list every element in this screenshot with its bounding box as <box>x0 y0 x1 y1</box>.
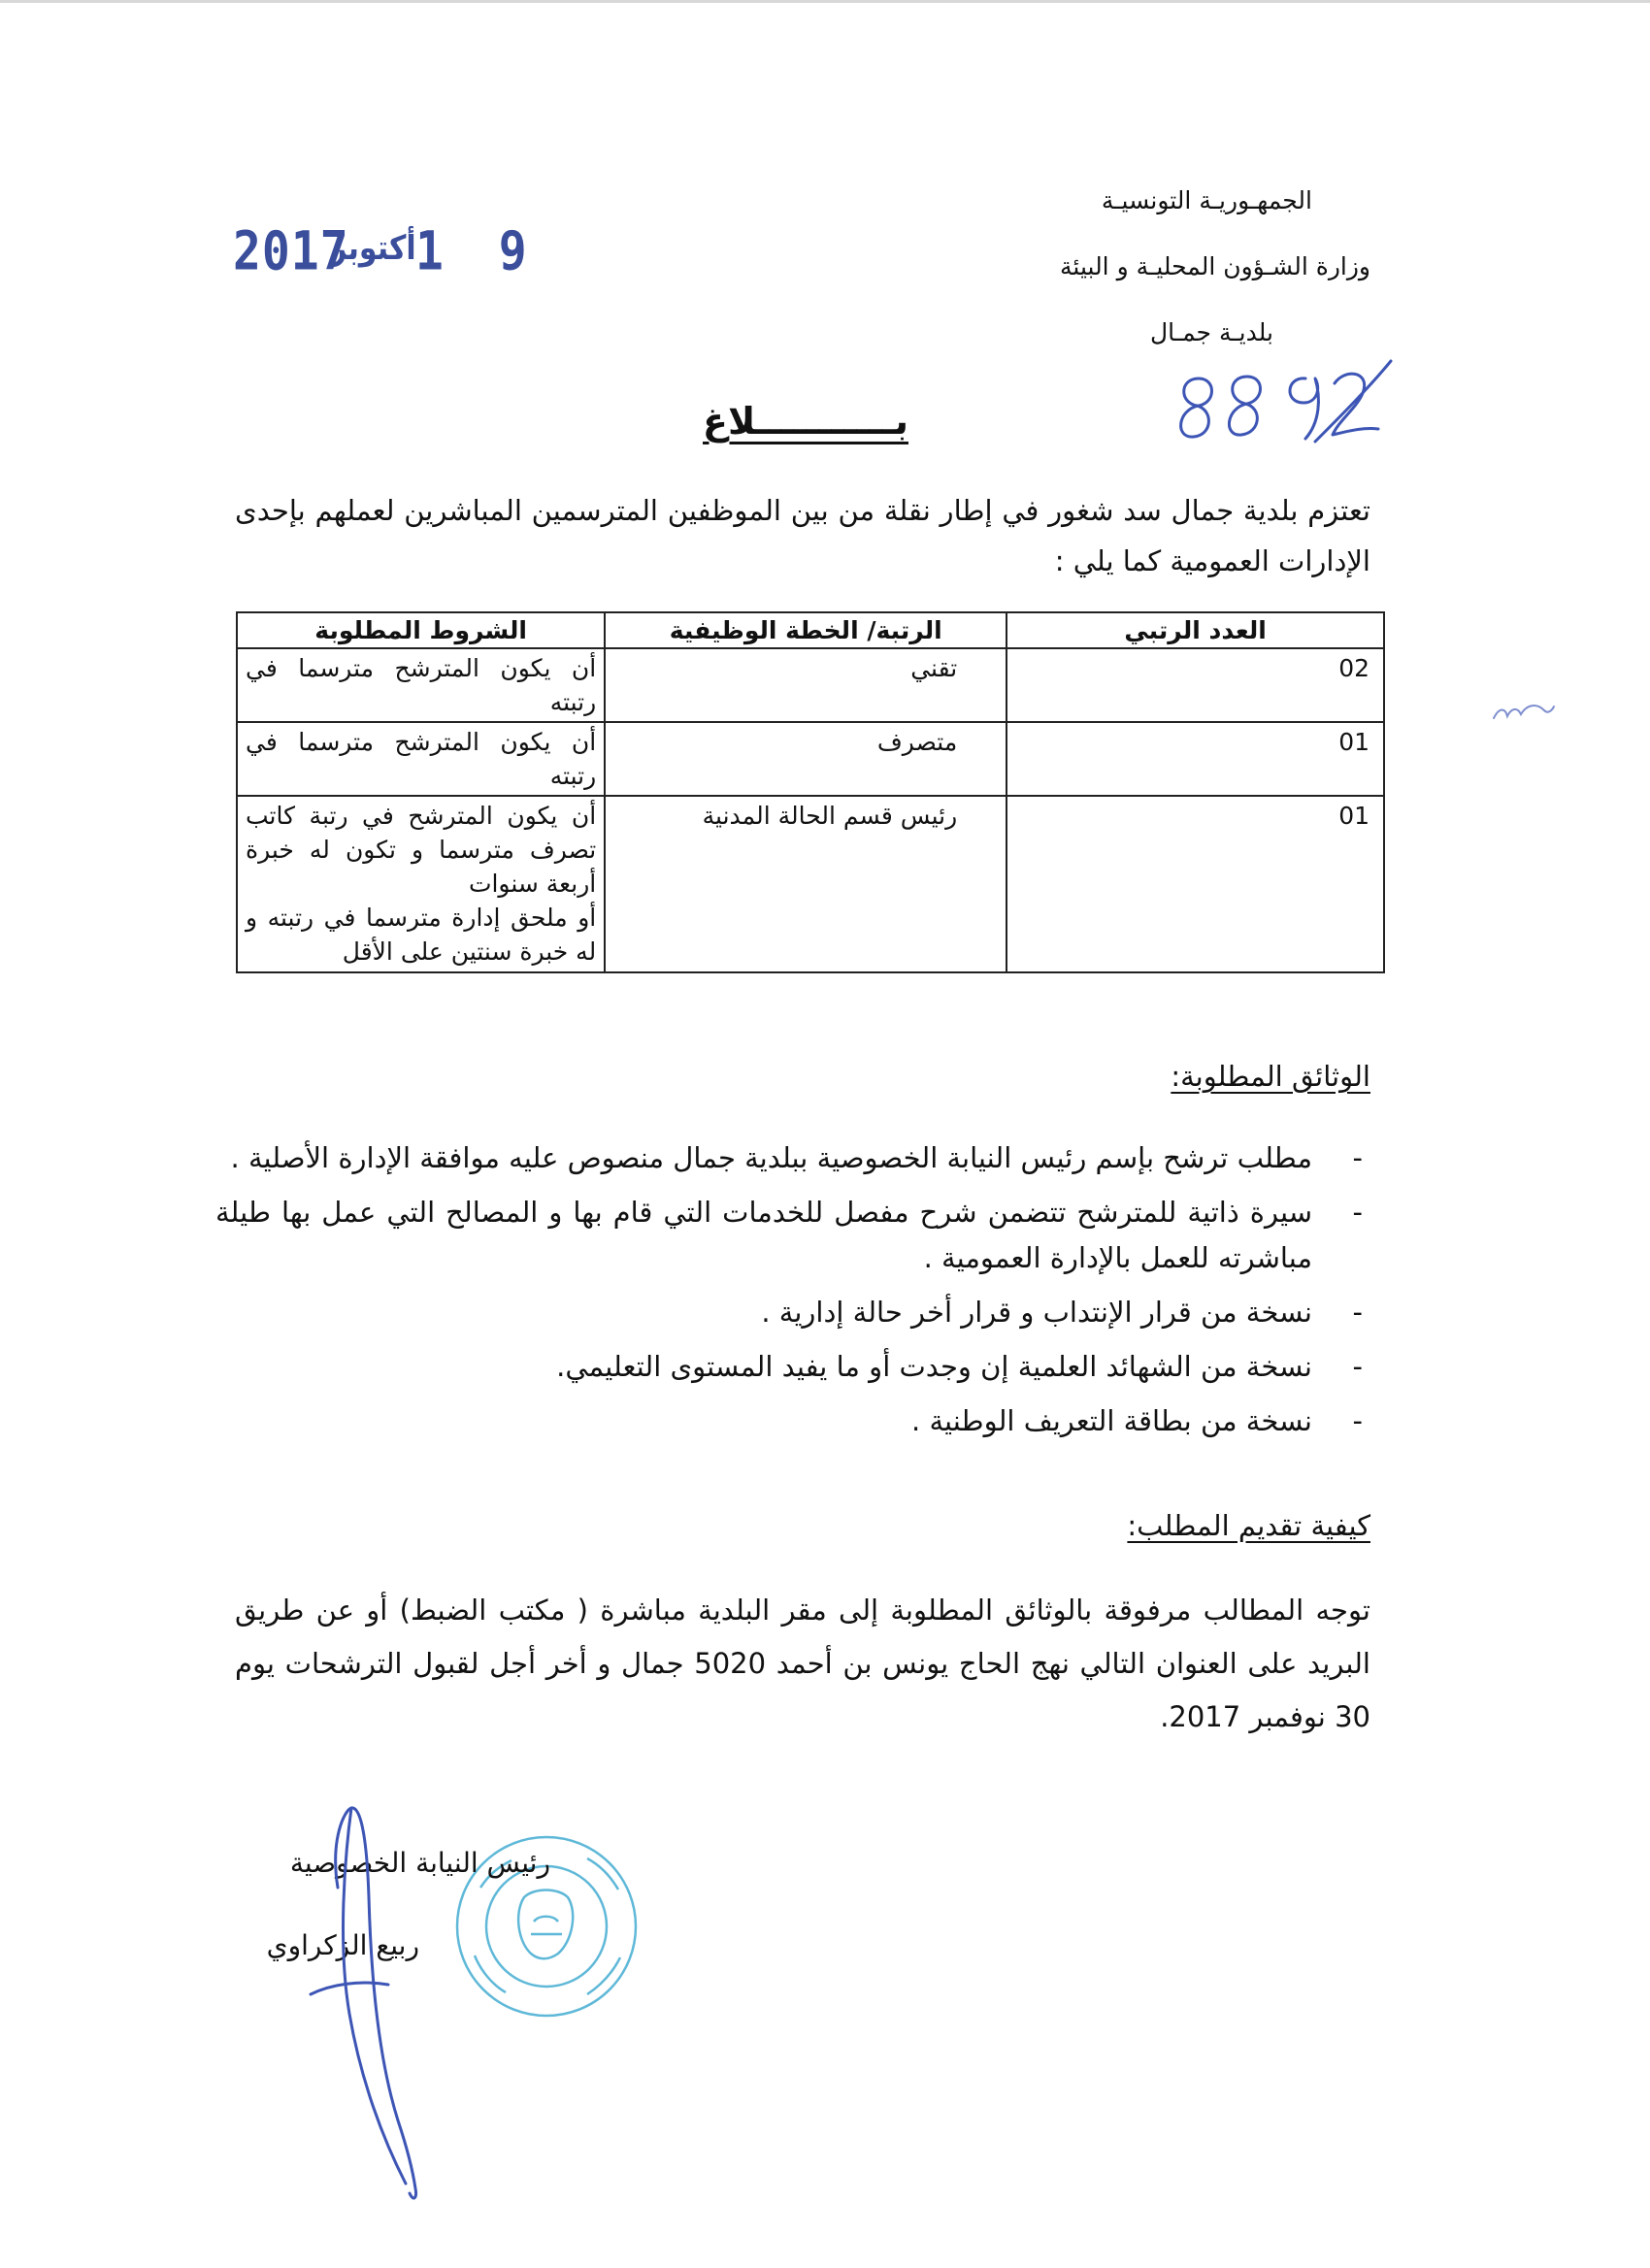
row-conditions-part-2: أو ملحق إدارة مترسما في رتبته و له خبرة سنتين على الأقل <box>246 904 597 966</box>
list-bullet: - <box>1352 1196 1363 1229</box>
announcement-title: بـــــــــــلاغ <box>703 400 908 443</box>
list-bullet: - <box>1352 1141 1363 1174</box>
table-row <box>237 796 1384 972</box>
date-stamp <box>233 219 541 299</box>
column-header-grade: الرتبة/ الخطة الوظيفية <box>605 612 1006 648</box>
stamp-day: 1 9 <box>415 219 541 283</box>
row-count: 02 <box>1006 648 1384 722</box>
row-conditions-part-1: أن يكون المترشح في رتبة كاتب تصرف مترسما و تكون له خبرة أربعة سنوات <box>246 802 597 898</box>
documents-section-title: الوثائق المطلوبة: <box>1171 1060 1370 1093</box>
table-header-row <box>237 612 1384 648</box>
ministry-line: وزارة الشـؤون المحليـة و البيئة <box>1060 252 1370 280</box>
list-item <box>215 1190 1370 1281</box>
list-item-text: مطلب ترشح بإسم رئيس النيابة الخصوصية ببلدية جمال منصوص عليه موافقة الإدارة الأصلية . <box>230 1141 1312 1174</box>
list-item-text: نسخة من بطاقة التعريف الوطنية . <box>911 1404 1312 1437</box>
republic-line: الجمهـوريـة التونسيـة <box>1101 186 1312 214</box>
list-bullet: - <box>1352 1404 1363 1437</box>
list-item-text: سيرة ذاتية للمترشح تتضمن شرح مفصل للخدمات التي قام بها و المصالح التي عمل بها طيلة مباشرته للعمل بالإدارة العمومية . <box>215 1196 1312 1274</box>
table-row <box>237 722 1384 796</box>
list-item <box>215 1398 1370 1444</box>
row-conditions: أن يكون المترشح مترسما في رتبته <box>237 722 605 796</box>
handwritten-reference-number <box>1170 349 1393 456</box>
column-header-count: العدد الرتبي <box>1006 612 1384 648</box>
stamp-month: أكتوبر <box>330 228 416 269</box>
municipality-line: بلديـة جمـال <box>1149 318 1273 346</box>
list-bullet: - <box>1352 1296 1363 1329</box>
row-grade: رئيس قسم الحالة المدنية <box>605 796 1006 972</box>
list-item <box>215 1290 1370 1335</box>
row-count: 01 <box>1006 796 1384 972</box>
submission-paragraph: توجه المطالب مرفوقة بالوثائق المطلوبة إلى مقر البلدية مباشرة ( مكتب الضبط) أو عن طريق البريد على العنوان التالي نهج الحاج يونس بن أحمد 5020 جمال و أخر أجل لقبول الترشحات يوم 30 نوفمبر 2017. <box>235 1594 1370 1733</box>
table-row <box>237 648 1384 722</box>
handwritten-signature <box>291 1800 485 2208</box>
list-item <box>215 1344 1370 1390</box>
signatory-title: رئيس النيابة الخصوصية <box>289 1847 550 1879</box>
column-header-conditions: الشروط المطلوبة <box>237 612 605 648</box>
intro-paragraph: تعتزم بلدية جمال سد شغور في إطار نقلة من بين الموظفين المترسمين المباشرين لعملهم بإحدى الإدارات العمومية كما يلي : <box>235 494 1370 577</box>
row-count: 01 <box>1006 722 1384 796</box>
positions-table <box>236 611 1385 973</box>
submission-section-title: كيفية تقديم المطلب: <box>1127 1509 1370 1542</box>
list-item <box>215 1135 1370 1181</box>
positions-table-wrapper <box>236 611 1385 973</box>
list-item-text: نسخة من الشهائد العلمية إن وجدت أو ما يفيد المستوى التعليمي. <box>556 1350 1312 1383</box>
top-edge-line <box>0 0 1650 3</box>
row-conditions <box>237 796 605 972</box>
documents-list <box>215 1135 1370 1453</box>
row-grade: تقني <box>605 648 1006 722</box>
row-conditions: أن يكون المترشح مترسما في رتبته <box>237 648 605 722</box>
signatory-name: ربيع الزكراوي <box>266 1929 419 1961</box>
margin-handwritten-mark <box>1490 697 1558 726</box>
row-grade: متصرف <box>605 722 1006 796</box>
stamp-year: 2017 <box>233 219 349 283</box>
list-bullet: - <box>1352 1350 1363 1383</box>
list-item-text: نسخة من قرار الإنتداب و قرار أخر حالة إدارية . <box>761 1296 1312 1329</box>
